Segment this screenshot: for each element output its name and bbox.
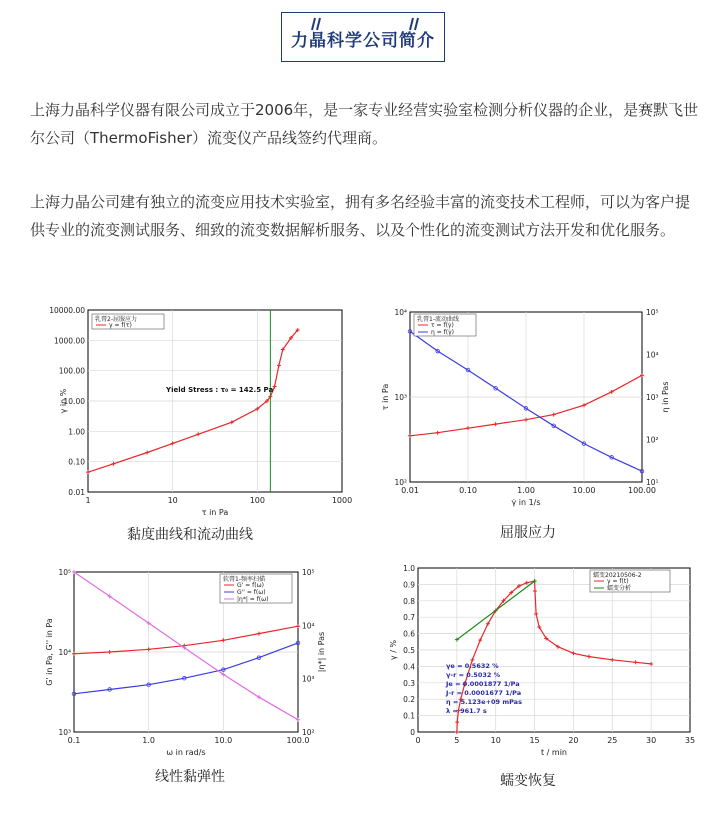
chart-caption-3: 线性黏弹性: [155, 769, 225, 785]
page-title: 力晶科学公司简介: [291, 31, 435, 51]
y-axis-label: γ in %: [59, 388, 68, 414]
x-tick-label: 1: [85, 496, 91, 505]
legend-title: 蠕变20210506-2: [593, 572, 642, 579]
x-axis-label: γ̇ in 1/s: [511, 498, 541, 507]
y-tick-label: 0.9: [403, 580, 415, 590]
y2-tick-label: 10³: [302, 674, 315, 684]
legend-entry: τ = f(γ̇): [431, 322, 454, 329]
legend-entry: G'' = f(ω): [237, 589, 266, 596]
legend-title: 乳膏1-流动曲线: [417, 316, 459, 323]
x-tick-label: 25: [607, 736, 618, 745]
y2-axis-label: |η*| in Pas: [317, 631, 326, 673]
y-tick-label: 0.2: [403, 695, 415, 705]
legend-entry: G' = f(ω): [237, 582, 264, 589]
y2-tick-label: 10⁵: [302, 568, 315, 577]
y2-tick-label: 10²: [646, 435, 659, 445]
y-tick-label: 10.00: [63, 397, 85, 406]
legend-entry: γ = f(t): [607, 578, 629, 585]
x-tick-label: 30: [646, 736, 657, 745]
legend-entry: η = f(γ̇): [431, 329, 454, 336]
x-tick-label: 15: [529, 736, 540, 745]
x-tick-label: 1000: [331, 496, 353, 505]
intro-paragraph-2: 上海力晶公司建有独立的流变应用技术实验室，拥有多名经验丰富的流变技术工程师，可以为客户提供专业的流变测试服务、细致的流变数据解析服务、以及个性化的流变测试方法开发和优化服务。: [30, 193, 691, 239]
y-tick-label: 10⁴: [58, 648, 71, 657]
y-tick-label: 0.01: [68, 488, 85, 497]
section-header: [0, 0, 724, 70]
x-tick-label: 100.0: [286, 736, 310, 745]
y-axis-label: G' in Pa, G'' in Pa: [45, 618, 54, 686]
x-tick-label: 0.01: [401, 486, 419, 495]
viscoelastic-chart: [30, 560, 350, 760]
y-tick-label: 0.5: [403, 646, 415, 655]
y2-tick-label: 10¹: [646, 478, 659, 487]
yield-chart: [30, 300, 353, 517]
chart-panel-yield: [30, 300, 353, 517]
y2-tick-label: 10⁴: [646, 350, 659, 360]
x-tick-label: 10: [167, 496, 178, 505]
chart-caption-4: 蠕变恢复: [500, 773, 556, 789]
y-tick-label: 0.8: [403, 596, 415, 606]
y-tick-label: 0: [410, 728, 415, 737]
x-tick-label: 100.00: [628, 486, 656, 495]
creep-annotation: γ-r = 0.5032 %: [446, 671, 501, 679]
x-tick-label: 0.10: [459, 486, 477, 495]
flow-chart: [368, 300, 688, 510]
y-tick-label: 10³: [394, 393, 407, 402]
x-tick-label: 100: [249, 496, 265, 505]
legend-entry: 蠕变分析: [607, 585, 632, 592]
y-tick-label: 10⁵: [58, 568, 71, 577]
y-tick-label: 0.6: [403, 629, 415, 639]
y-tick-label: 0.3: [403, 678, 415, 688]
title-frame: [281, 12, 445, 62]
legend-title: 软膏1-频率扫描: [223, 576, 265, 583]
legend-title: 乳膏2-屈服应力: [95, 316, 137, 323]
legend-entry: |η*| = f(ω): [237, 596, 269, 603]
y-tick-label: 0.10: [68, 457, 85, 467]
chart-panel-creep: [368, 560, 698, 760]
chart-panel-viscoelastic: [30, 560, 350, 760]
x-axis-label: ω in rad/s: [166, 748, 206, 757]
creep-annotation: γe = 0.5632 %: [446, 662, 499, 670]
y-axis-label: τ in Pa: [381, 383, 390, 411]
y-axis-label: γ / %: [389, 639, 398, 661]
chart-caption-2: 屈服应力: [500, 525, 556, 541]
x-tick-label: 1.0: [142, 736, 156, 745]
y2-tick-label: 10²: [302, 728, 315, 737]
x-tick-label: 1.00: [517, 486, 535, 495]
x-tick-label: 10.00: [572, 486, 596, 495]
y-tick-label: 0.4: [403, 662, 415, 672]
x-tick-label: 35: [684, 736, 696, 745]
y-tick-label: 100.00: [58, 366, 85, 376]
y2-tick-label: 10³: [646, 393, 659, 402]
x-tick-label: 0.1: [67, 736, 81, 745]
y-tick-label: 10²: [394, 478, 407, 487]
y-tick-label: 10000.00: [49, 306, 85, 315]
y-tick-label: 1000.00: [53, 336, 85, 346]
y-tick-label: 10³: [58, 728, 71, 737]
yield-stress-annotation: Yield Stress : τ₀ = 142.5 Pa: [166, 386, 274, 394]
x-tick-label: 0: [415, 736, 421, 745]
creep-annotation: λ = 961.7 s: [446, 707, 487, 715]
x-tick-label: 5: [454, 736, 460, 745]
y-tick-label: 0.1: [403, 711, 415, 721]
y-tick-label: 0.7: [403, 613, 415, 623]
y2-axis-label: η in Pas: [661, 381, 670, 413]
x-axis-label: τ in Pa: [201, 508, 229, 517]
y-tick-label: 1.00: [68, 427, 85, 437]
creep-annotation: η = 5.123e+09 mPas: [446, 698, 522, 706]
creep-chart: [368, 560, 698, 760]
legend-entry: γ = f(τ): [109, 322, 132, 329]
y2-tick-label: 10⁵: [646, 308, 659, 317]
chart-panel-flow: [368, 300, 688, 510]
x-tick-label: 10: [490, 736, 501, 745]
chart-caption-1: 黏度曲线和流动曲线: [127, 527, 253, 543]
y2-tick-label: 10⁴: [302, 621, 315, 631]
y-tick-label: 10⁴: [394, 308, 407, 317]
creep-annotation: J-r = 0.0001677 1/Pa: [446, 689, 522, 697]
y-tick-label: 1.0: [403, 564, 415, 573]
x-tick-label: 10.0: [214, 736, 233, 745]
x-axis-label: t / min: [540, 748, 568, 757]
creep-annotation: Je = 0.0001877 1/Pa: [446, 680, 520, 688]
intro-paragraph-1: 上海力晶科学仪器有限公司成立于2006年，是一家专业经营实验室检测分析仪器的企业，是赛默飞世尔公司（ThermoFisher）流变仪产品线签约代理商。: [30, 101, 699, 147]
x-tick-label: 20: [568, 736, 579, 745]
